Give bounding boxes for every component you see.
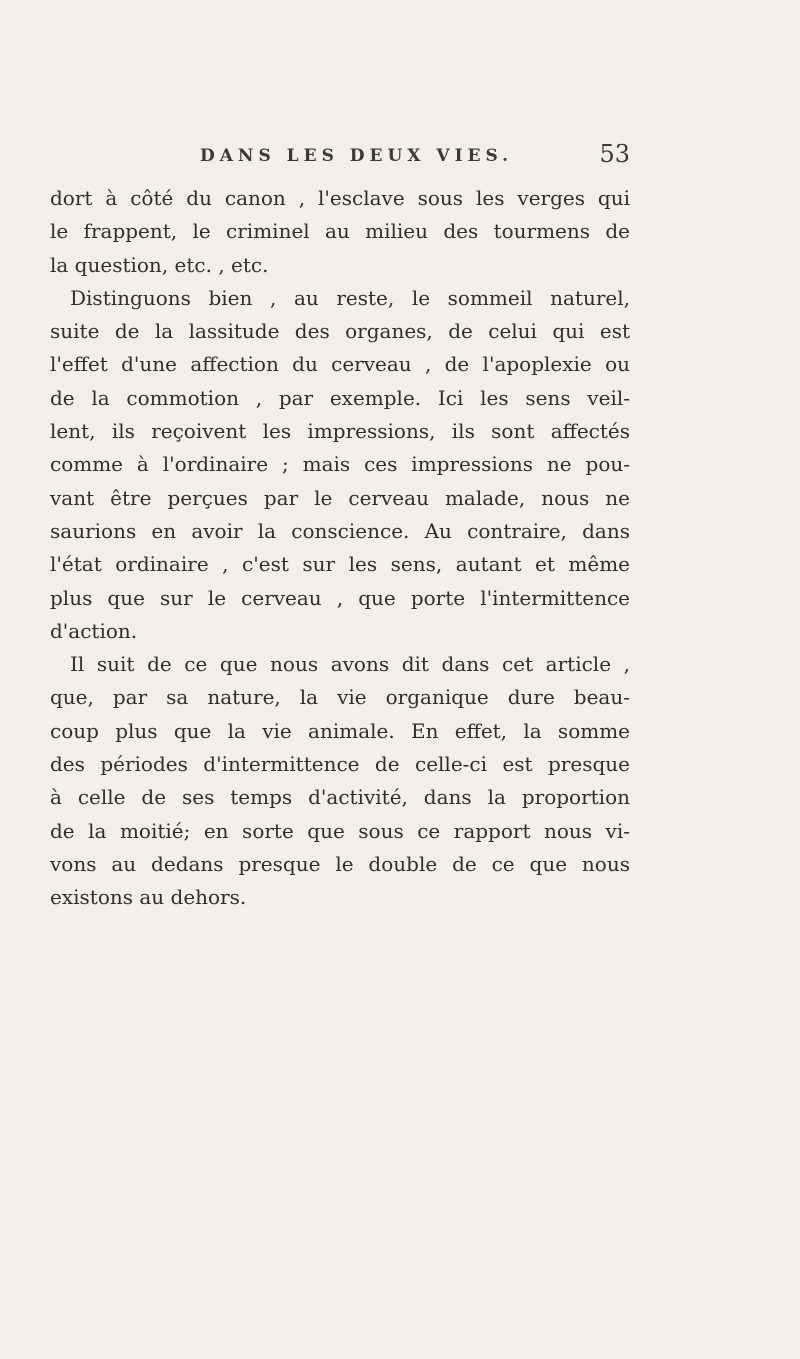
text-line: dort à côté du canon , l'esclave sous les verges qui: [50, 186, 630, 210]
text-line: à celle de ses temps d'activité, dans la proportion: [50, 785, 630, 810]
text-line: coup plus que la vie animale. En effet, la somme: [50, 718, 630, 743]
text-line: comme à l'ordinaire ; mais ces impressions ne pou-: [50, 452, 630, 477]
text-line: de la commotion , par exemple. Ici les sens veil-: [50, 385, 630, 410]
text-line: Distinguons bien , au reste, le sommeil naturel,: [70, 285, 630, 310]
text-line: plus que sur le cerveau , que porte l'intermittence: [50, 585, 630, 610]
text-line: le frappent, le criminel au milieu des tourmens de: [50, 219, 630, 244]
text-line: d'action.: [50, 618, 138, 643]
text-line: existons au dehors.: [50, 885, 247, 910]
text-line: que, par sa nature, la vie organique dure beau-: [50, 685, 630, 710]
text-line: l'état ordinaire , c'est sur les sens, autant et même: [50, 552, 630, 577]
text-line: vant être perçues par le cerveau malade, nous ne: [50, 485, 630, 510]
text-line: Il suit de ce que nous avons dit dans cet article ,: [70, 652, 630, 677]
text-line: la question, etc. , etc.: [50, 252, 269, 277]
text-line: de la moitié; en sorte que sous ce rapport nous vi-: [50, 818, 630, 843]
text-line: l'effet d'une affection du cerveau , de l'apoplexie ou: [50, 352, 630, 377]
text-line: des périodes d'intermittence de celle-ci est presque: [50, 752, 630, 777]
text-line: vons au dedans presque le double de ce que nous: [50, 851, 630, 876]
running-head: [200, 140, 630, 174]
text-line: lent, ils reçoivent les impressions, ils sont affectés: [50, 419, 630, 444]
text-line: saurions en avoir la conscience. Au contraire, dans: [50, 518, 630, 543]
body-text: [50, 182, 630, 915]
text-line: suite de la lassitude des organes, de celui qui est: [50, 319, 630, 344]
page-number: 53: [599, 140, 630, 168]
running-title: DANS LES DEUX VIES.: [200, 146, 514, 166]
